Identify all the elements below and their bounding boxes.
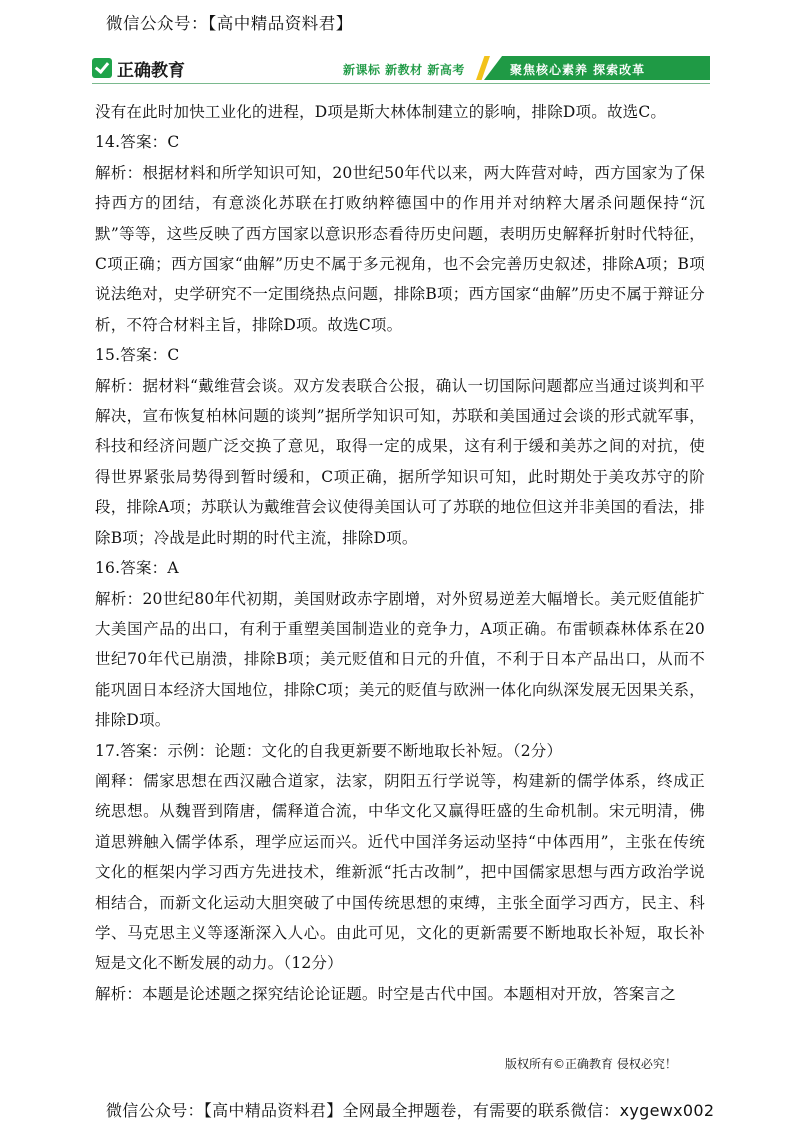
answer-content [95,97,705,1009]
answer-heading: 14.答案：C [95,133,180,152]
page-header [92,53,710,85]
slogan-left: 新课标 新教材 新高考 [343,63,465,77]
top-watermark: 微信公众号：【高中精品资料君】 [106,14,353,33]
answer-heading: 15.答案：C [95,346,180,365]
paragraph: 解析：20世纪80年代初期，美国财政赤字剧增，对外贸易逆差大幅增长。美元贬值能扩大美国产品的出口，有利于重塑美国制造业的竞争力，A项正确。布雷顿森林体系在20世纪70年代已崩溃，排除B项；美元贬值和日元的升值，不利于日本产品出口，从而不能巩固日本经济大国地位，排除C项；美元的贬值与欧洲一体化向纵深发展无因果关系，排除D项。 [95,589,705,730]
bottom-watermark: 微信公众号：【高中精品资料君】全网最全押题卷，有需要的联系微信：xygewx002 [106,1101,715,1120]
copyright-notice: 版权所有©正确教育 侵权必究！ [505,1057,677,1071]
paragraph: 阐释：儒家思想在西汉融合道家，法家，阴阳五行学说等，构建新的儒学体系，终成正统思想。从魏晋到隋唐，儒释道合流，中华文化又赢得旺盛的生命机制。宋元明清，佛道思辨触入儒学体系，理学应运而兴。近代中国洋务运动坚持“中体西用”，主张在传统文化的框架内学习西方先进技术，维新派“托古改制”，把中国儒家思想与西方政治学说相结合，而新文化运动大胆突破了中国传统思想的束缚，主张全面学习西方，民主、科学、马克思主义等逐渐深入人心。由此可见，文化的更新需要不断地取长补短，取长补短是文化不断发展的动力。（12分） [95,771,705,973]
answer-heading: 17.答案：示例：论题：文化的自我更新要不断地取长补短。（2分） [95,741,563,760]
header-divider [92,83,710,84]
check-logo-icon [92,58,112,78]
paragraph: 解析：本题是论述题之探究结论论证题。时空是古代中国。本题相对开放，答案言之 [95,984,676,1003]
paragraph: 没有在此时加快工业化的进程，D项是斯大林体制建立的影响，排除D项。故选C。 [95,103,667,121]
slogan-right: 聚焦核心素养 探索改革 [510,63,646,77]
logo-text: 正确教育 [117,60,185,81]
paragraph: 解析：据材料“戴维营会谈。双方发表联合公报，确认一切国际问题都应当通过谈判和平解决，宣布恢复柏林问题的谈判”据所学知识可知，苏联和美国通过会谈的形式就军事，科技和经济问题广泛交换了意见，取得一定的成果，这有利于缓和美苏之间的对抗，使得世界紧张局势得到暂时缓和，C项正确，据所学知识可知，此时期处于美攻苏守的阶段，排除A项；苏联认为戴维营会议使得美国认可了苏联的地位但这并非美国的看法，排除B项；冷战是此时期的时代主流，排除D项。 [95,376,705,547]
logo [92,55,185,81]
paragraph: 解析：根据材料和所学知识可知，20世纪50年代以来，两大阵营对峙，西方国家为了保持西方的团结，有意淡化苏联在打败纳粹德国中的作用并对纳粹大屠杀问题保持“沉默”等等，这些反映了西方国家以意识形态看待历史问题，表明历史解释折射时代特征，C项正确；西方国家“曲解”历史不属于多元视角，也不会完善历史叙述，排除A项；B项说法绝对，史学研究不一定围绕热点问题，排除B项；西方国家“曲解”历史不属于辩证分析，不符合材料主旨，排除D项。故选C项。 [95,163,705,334]
answer-heading: 16.答案：A [95,559,179,578]
